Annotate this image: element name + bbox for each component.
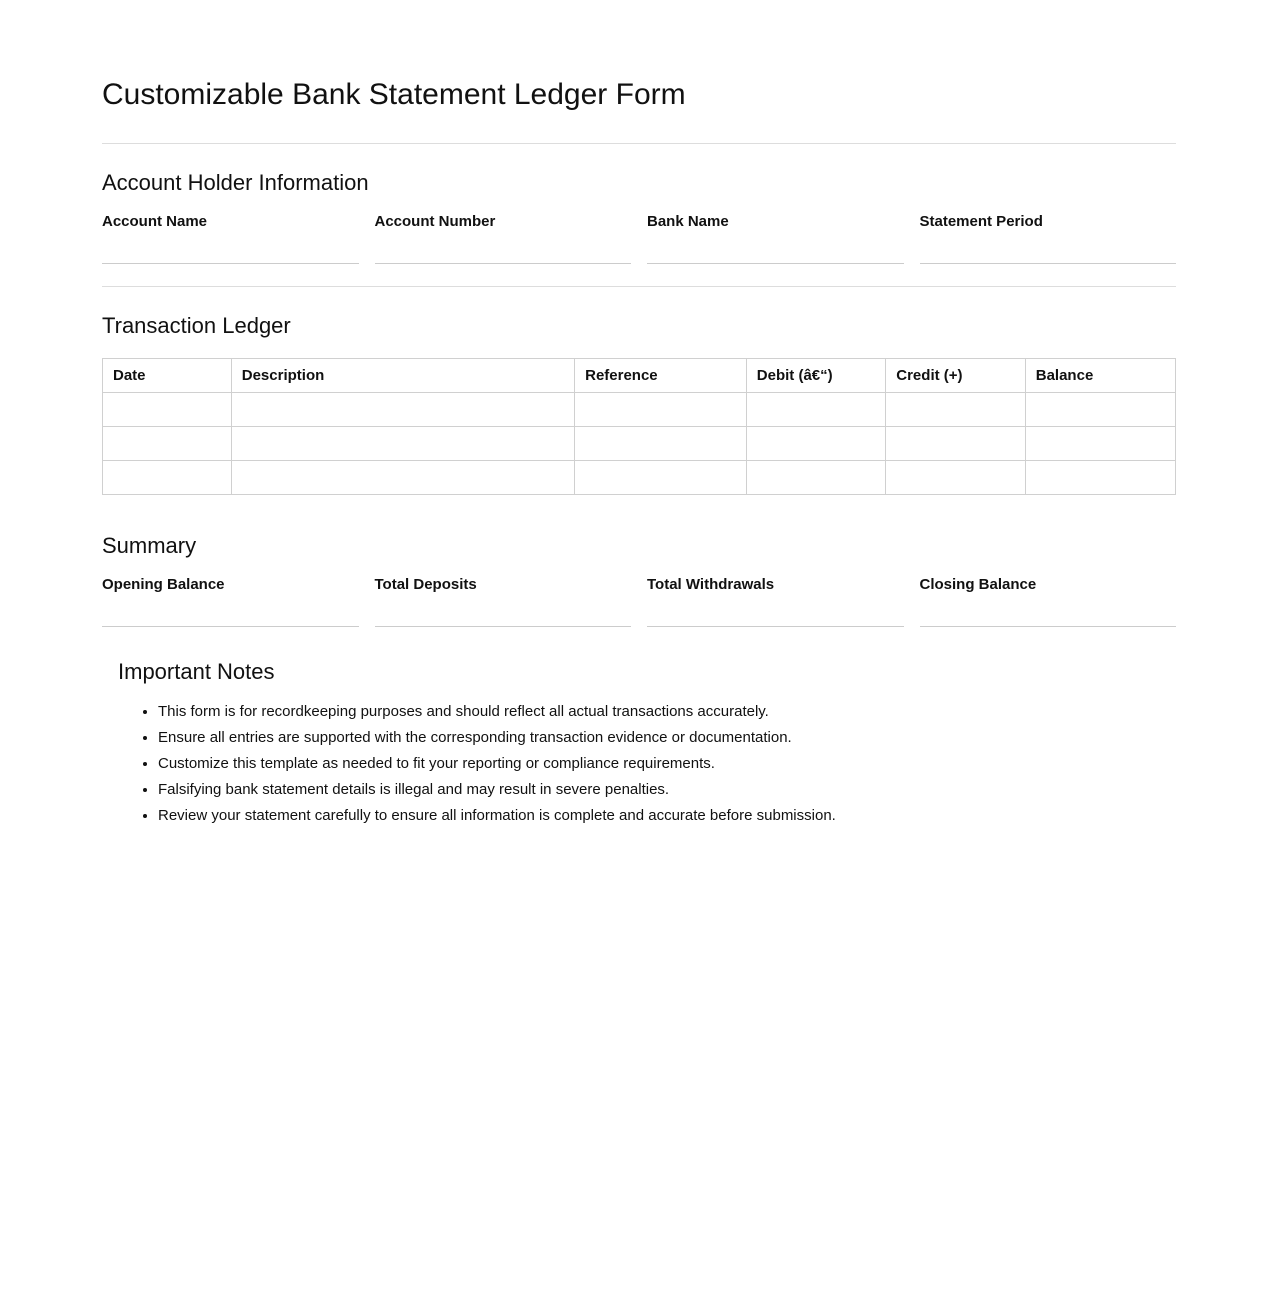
- ledger-cell: [103, 461, 232, 495]
- account-section-divider: [102, 286, 1176, 287]
- ledger-cell: [1025, 427, 1175, 461]
- note-item: • Falsifying bank statement details is illegal and may result in severe penalties.: [158, 777, 1176, 803]
- statement-period-label: Statement Period: [919, 212, 1043, 230]
- credit-column-header: Credit (+): [886, 359, 1025, 393]
- total-withdrawals-input[interactable]: [647, 599, 904, 627]
- ledger-table-header: [103, 359, 1176, 393]
- total-deposits-label: Total Deposits: [374, 576, 477, 594]
- account-name-label: Account Name: [102, 212, 208, 230]
- opening-balance-field: [102, 576, 359, 627]
- notes-list: [118, 699, 1176, 829]
- ledger-header-row: [103, 359, 1176, 393]
- debit-column-header: Debit (â€“): [746, 359, 885, 393]
- ledger-cell: [1025, 461, 1175, 495]
- bank-name-input[interactable]: [647, 236, 904, 264]
- ledger-cell: [886, 393, 1025, 427]
- title-divider: [102, 143, 1176, 144]
- ledger-cell: [886, 461, 1025, 495]
- ledger-row: [103, 427, 1176, 461]
- summary-section-heading: Summary: [102, 533, 197, 559]
- note-item: • Customize this template as needed to fit your reporting or compliance requirements.: [158, 751, 1176, 777]
- reference-column-header: Reference: [575, 359, 747, 393]
- closing-balance-label: Closing Balance: [919, 576, 1037, 594]
- statement-period-field: [920, 213, 1177, 264]
- date-column-header: Date: [103, 359, 232, 393]
- form-page: [102, 0, 1176, 829]
- total-deposits-input[interactable]: [375, 599, 632, 627]
- account-fields-grid: [102, 213, 1176, 286]
- description-column-header: Description: [231, 359, 574, 393]
- total-deposits-field: [375, 576, 632, 627]
- account-number-field: [375, 213, 632, 264]
- ledger-cell: [231, 461, 574, 495]
- closing-balance-input[interactable]: [920, 599, 1177, 627]
- ledger-cell: [746, 427, 885, 461]
- ledger-cell: [103, 393, 232, 427]
- bank-name-field: [647, 213, 904, 264]
- ledger-cell: [746, 461, 885, 495]
- account-number-input[interactable]: [375, 236, 632, 264]
- ledger-cell: [886, 427, 1025, 461]
- ledger-cell: [231, 393, 574, 427]
- page-title: Customizable Bank Statement Ledger Form: [102, 78, 686, 111]
- account-number-label: Account Number: [374, 212, 496, 230]
- transaction-ledger-section: [102, 313, 1176, 495]
- important-notes-section: [102, 659, 1176, 828]
- statement-period-input[interactable]: [920, 236, 1177, 264]
- summary-section: [102, 533, 1176, 627]
- ledger-cell: [746, 393, 885, 427]
- ledger-cell: [1025, 393, 1175, 427]
- notes-section-heading: Important Notes: [118, 659, 275, 685]
- ledger-row: [103, 393, 1176, 427]
- total-withdrawals-field: [647, 576, 904, 627]
- opening-balance-label: Opening Balance: [102, 576, 225, 594]
- balance-column-header: Balance: [1025, 359, 1175, 393]
- bank-name-label: Bank Name: [647, 212, 729, 230]
- account-section-heading: Account Holder Information: [102, 169, 369, 195]
- total-withdrawals-label: Total Withdrawals: [647, 576, 775, 594]
- opening-balance-input[interactable]: [102, 599, 359, 627]
- ledger-cell: [103, 427, 232, 461]
- transaction-ledger-table: [102, 358, 1176, 495]
- ledger-row: [103, 461, 1176, 495]
- account-name-field: [102, 213, 359, 264]
- ledger-cell: [575, 427, 747, 461]
- closing-balance-field: [920, 576, 1177, 627]
- ledger-table-body: [103, 393, 1176, 495]
- summary-fields-grid: [102, 576, 1176, 627]
- account-name-input[interactable]: [102, 236, 359, 264]
- ledger-cell: [575, 393, 747, 427]
- note-item: • Review your statement carefully to ensure all information is complete and accurate before submission.: [158, 803, 1176, 829]
- ledger-cell: [575, 461, 747, 495]
- ledger-cell: [231, 427, 574, 461]
- ledger-section-heading: Transaction Ledger: [102, 312, 291, 338]
- note-item: • Ensure all entries are supported with the corresponding transaction evidence or documentation.: [158, 725, 1176, 751]
- note-item: • This form is for recordkeeping purposes and should reflect all actual transactions accurately.: [158, 699, 1176, 725]
- account-holder-section: [102, 170, 1176, 287]
